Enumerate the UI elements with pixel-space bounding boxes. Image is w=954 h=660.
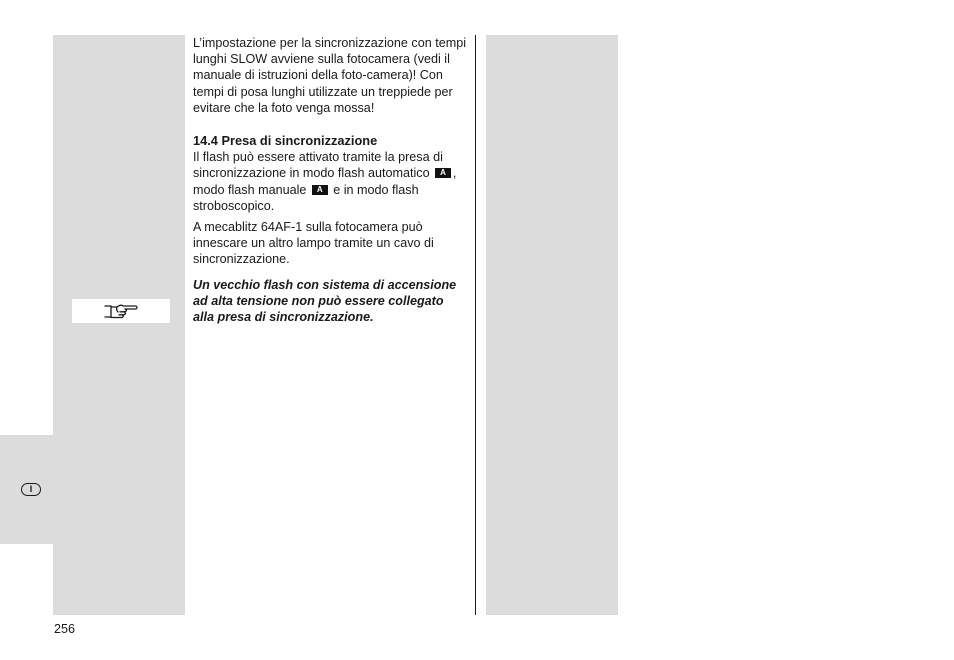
left-margin-column (53, 35, 185, 615)
note-marker (72, 299, 170, 323)
paragraph-text-b: , modo flash manuale (193, 166, 457, 197)
main-text-column (193, 35, 468, 325)
auto-mode-badge: A (435, 168, 451, 178)
paragraph-text-a: Il flash può essere attivato tramite la presa di sincronizzazione in modo flash automatico (193, 150, 443, 181)
language-badge: I (21, 483, 41, 496)
section-heading: 14.4 Presa di sincronizzazione (193, 133, 378, 149)
secondary-flash-paragraph: A mecablitz 64AF-1 sulla fotocamera può innescare un altro lampo tramite un cavo di sincronizzazione. (193, 220, 434, 267)
page-number: 256 (54, 622, 76, 636)
right-margin-column (486, 35, 618, 615)
paragraph-text-c: e in modo flash stroboscopico. (193, 182, 419, 213)
column-divider (475, 35, 476, 615)
manual-mode-badge: A (312, 185, 328, 195)
pointing-hand-icon (103, 302, 139, 320)
warning-note: Un vecchio flash con sistema di accensione ad alta tensione non può essere collegato alla presa di sincronizzazione. (193, 277, 457, 325)
intro-paragraph: L’impostazione per la sincronizzazione con tempi lunghi SLOW avviene sulla fotocamera (vedi il manuale di istruzioni della foto-camera)! Con tempi di posa lunghi utilizzate un treppiede per evitare che la foto venga mossa! (193, 36, 467, 115)
sync-socket-paragraph (193, 149, 468, 214)
